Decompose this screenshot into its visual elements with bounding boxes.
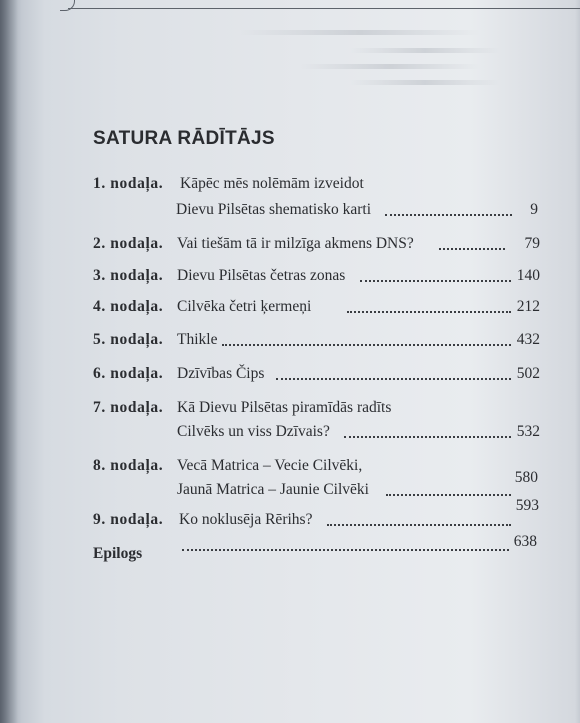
chapter-label: 4. nodaļa.	[93, 298, 164, 315]
toc-entry-7-line2[interactable]	[0, 421, 580, 443]
chapter-label: 8. nodaļa.	[93, 457, 164, 474]
toc-entry-5[interactable]	[0, 329, 580, 351]
chapter-title-cont: Cilvēks un viss Dzīvais?	[177, 423, 330, 440]
leader-dots	[222, 334, 511, 346]
page-number: 580	[514, 469, 538, 486]
show-through-text	[350, 48, 500, 53]
chapter-title: Vecā Matrica – Vecie Cilvēki,	[177, 457, 363, 474]
page-number: 432	[516, 331, 540, 348]
toc-entry-1-line2[interactable]	[0, 199, 580, 221]
chapter-label: 2. nodaļa.	[93, 235, 164, 252]
leader-dots	[276, 368, 511, 380]
chapter-title: Ko noklusēja Rērihs?	[179, 511, 313, 528]
chapter-label: 1. nodaļa.	[93, 175, 164, 192]
book-spine-shadow	[0, 0, 18, 723]
chapter-title: Dievu Pilsētas četras zonas	[177, 267, 346, 284]
top-rule-curve	[60, 0, 75, 11]
page-number: 79	[524, 235, 540, 252]
chapter-title-cont: Jaunā Matrica – Jaunie Cilvēki	[177, 481, 369, 498]
show-through-text	[240, 30, 480, 35]
chapter-label: 5. nodaļa.	[93, 331, 164, 348]
toc-entry-2[interactable]	[0, 233, 580, 255]
page-number: 532	[516, 423, 540, 440]
chapter-title: Cilvēka četri ķermeņi	[177, 298, 312, 315]
chapter-title: Vai tiešām tā ir milzīga akmens DNS?	[177, 235, 414, 252]
page-number: 140	[516, 267, 540, 284]
page-number: 638	[513, 533, 537, 550]
toc-entry-3[interactable]	[0, 265, 580, 287]
top-rule	[68, 8, 580, 9]
chapter-title-cont: Dievu Pilsētas shematisko karti	[176, 201, 372, 218]
toc-entry-epilogs[interactable]	[0, 533, 580, 565]
chapter-label: 3. nodaļa.	[93, 267, 164, 284]
chapter-title: Dzīvības Čips	[177, 365, 265, 382]
page-number: 212	[516, 298, 540, 315]
toc-heading: SATURA RĀDĪTĀJS	[93, 128, 275, 149]
toc-entry-9[interactable]	[0, 497, 580, 531]
page-number: 9	[530, 201, 538, 218]
epilogs-label: Epilogs	[93, 545, 143, 562]
show-through-text	[350, 80, 500, 85]
chapter-label: 9. nodaļa.	[93, 511, 164, 528]
chapter-label: 6. nodaļa.	[93, 365, 164, 382]
toc-entry-7-line1[interactable]	[0, 397, 580, 419]
leader-dots	[182, 539, 509, 551]
page-number: 593	[515, 497, 539, 514]
chapter-title: Kā Dievu Pilsētas piramīdās radīts	[177, 399, 392, 416]
page-number: 502	[516, 365, 540, 382]
toc-entry-1-line1[interactable]	[0, 173, 580, 195]
toc-entry-4[interactable]	[0, 296, 580, 318]
toc-entry-8-line1[interactable]	[0, 455, 580, 486]
show-through-text	[300, 64, 480, 69]
toc-entry-6[interactable]	[0, 363, 580, 385]
chapter-title: Thikle	[177, 331, 218, 348]
chapter-title: Kāpēc mēs nolēmām izveidot	[180, 175, 364, 192]
chapter-label: 7. nodaļa.	[93, 399, 164, 416]
